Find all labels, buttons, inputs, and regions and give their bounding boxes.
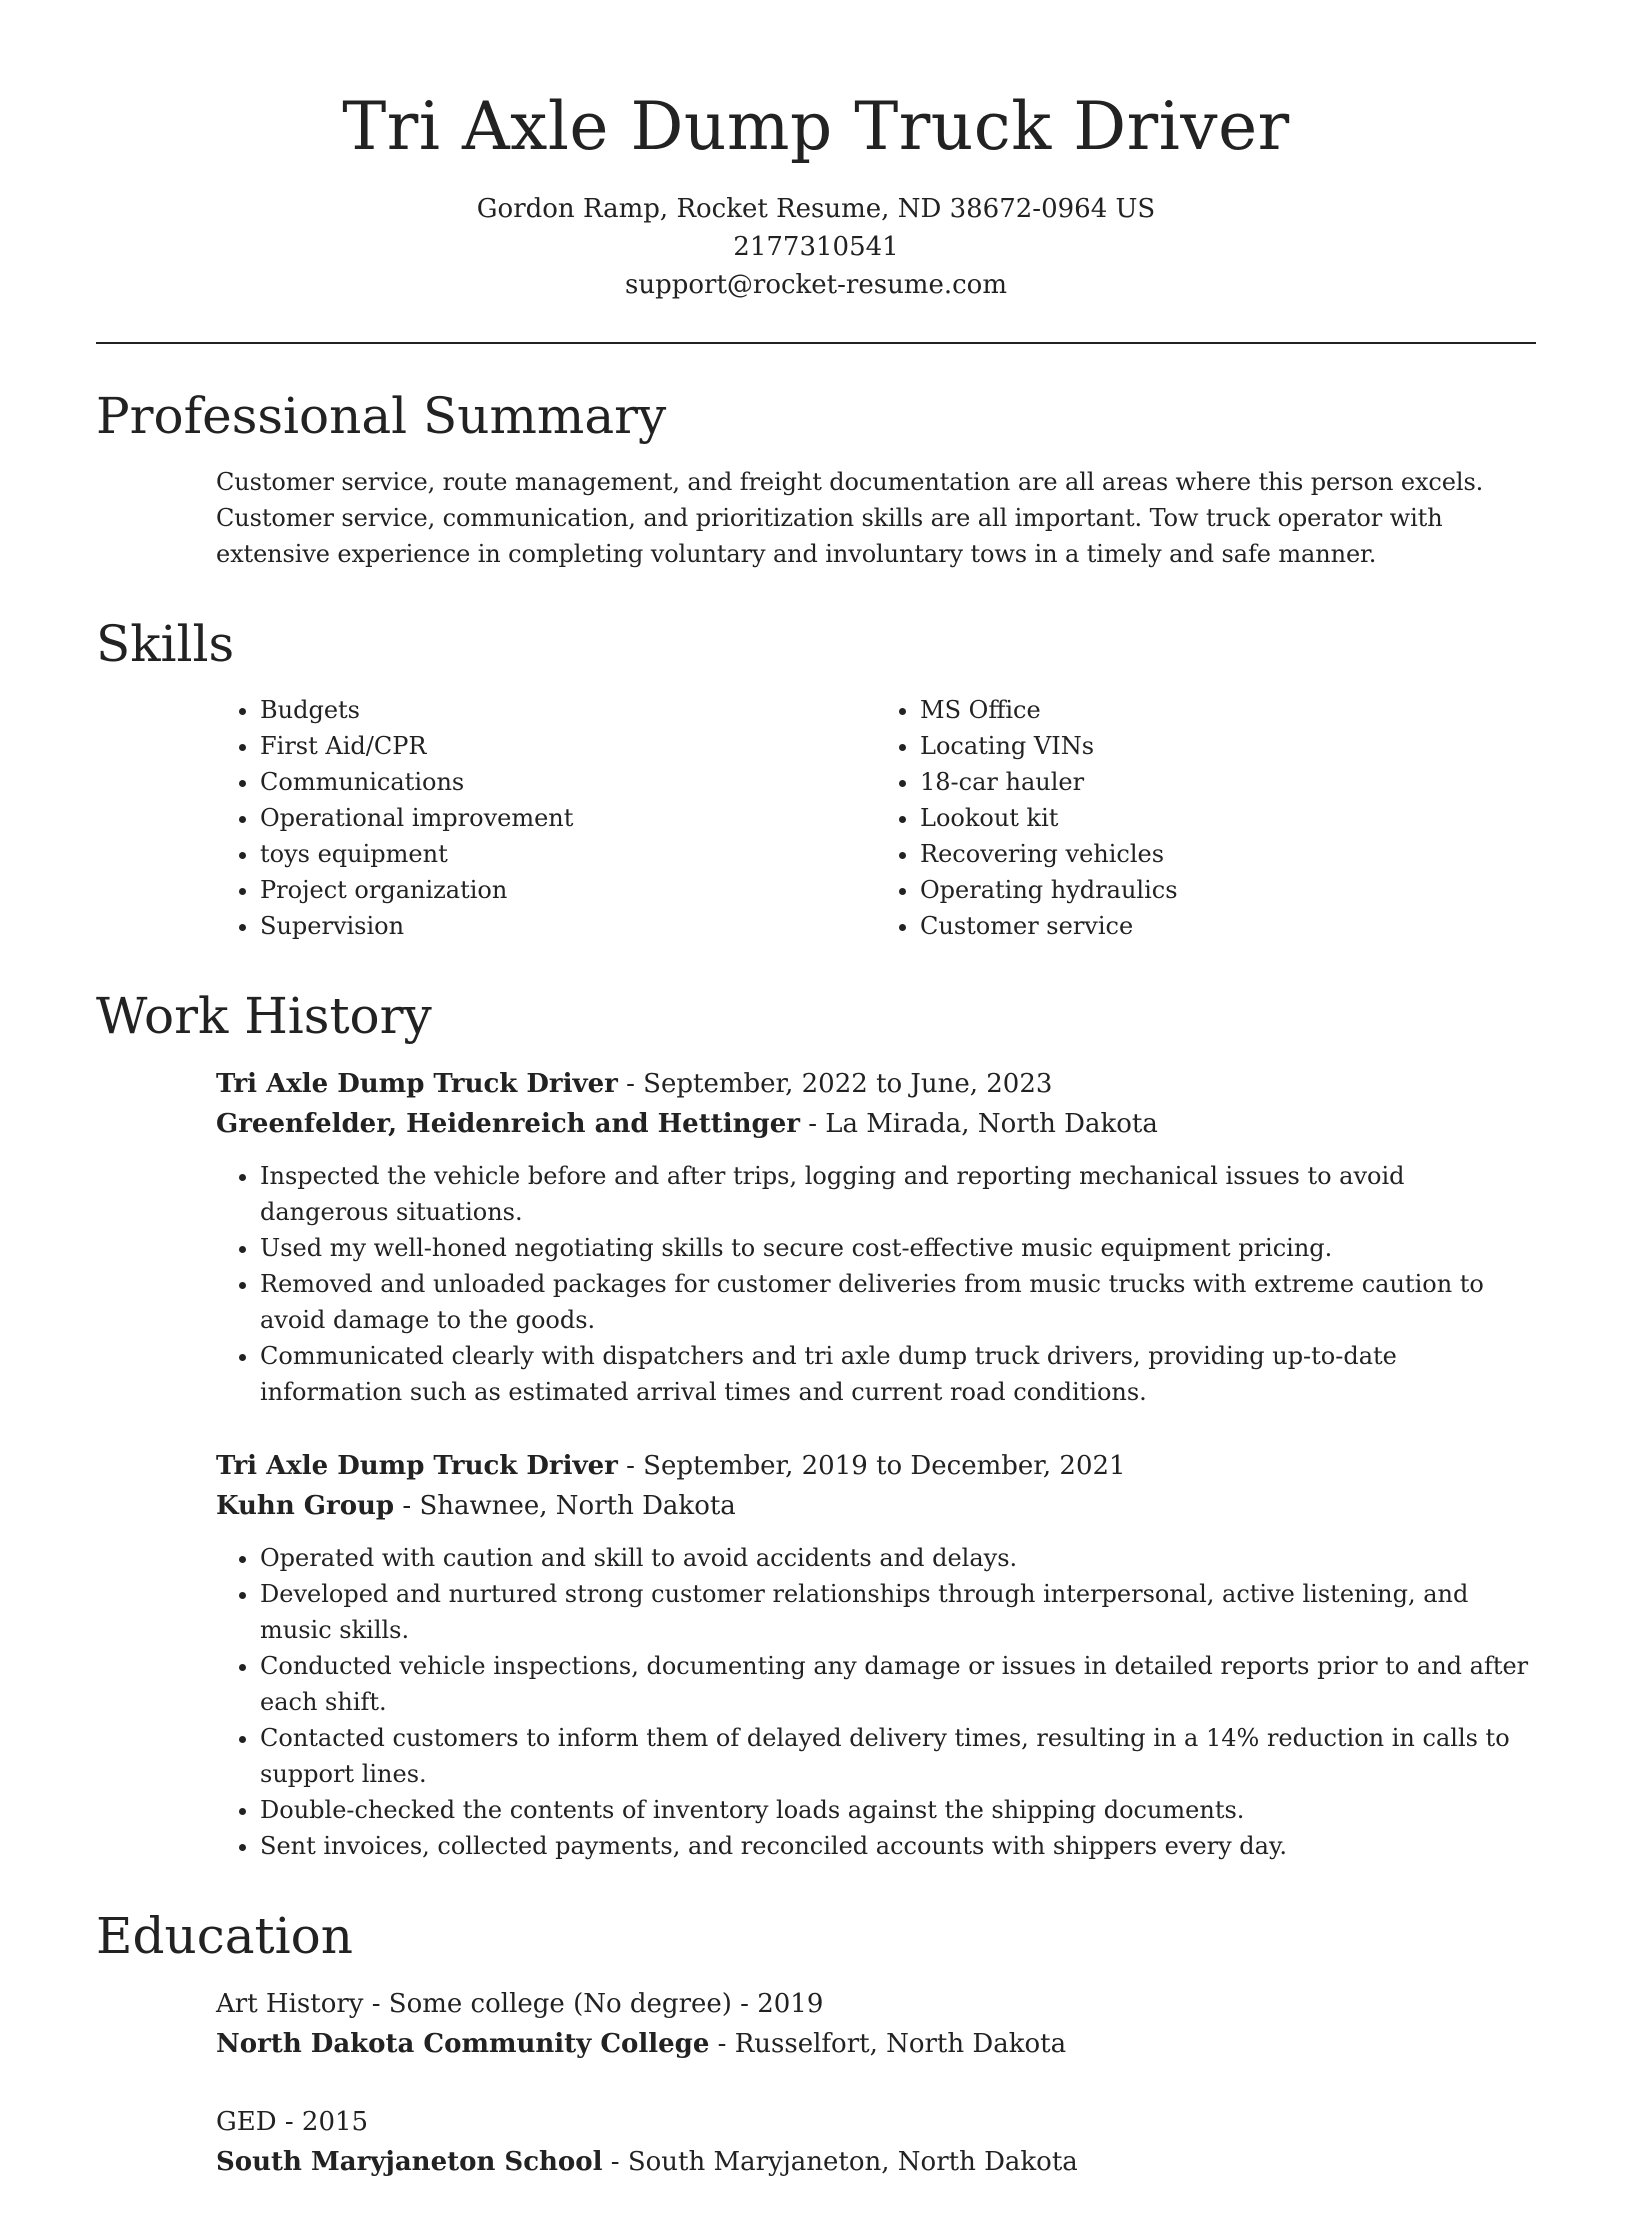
skill-item: • Project organization (260, 872, 876, 908)
job-bullets (216, 1158, 1540, 1410)
skill-item: • First Aid/CPR (260, 728, 876, 764)
education-degree-line (216, 2102, 1536, 2142)
job-company-line (216, 1104, 1536, 1144)
education-degree-line (216, 1984, 1536, 2024)
skills-column-right (876, 692, 1536, 944)
skill-item: • MS Office (920, 692, 1536, 728)
job-entry (216, 1064, 1536, 1410)
education-location: - Russelfort, North Dakota (709, 2029, 1067, 2059)
skill-item: • toys equipment (260, 836, 876, 872)
skill-item: • Recovering vehicles (920, 836, 1536, 872)
job-location: - La Mirada, North Dakota (799, 1109, 1158, 1139)
skill-item: • 18-car hauler (920, 764, 1536, 800)
job-bullet: • Inspected the vehicle before and after trips, logging and reporting mechanical issues to avoid dangerous situations. (260, 1158, 1540, 1230)
address-line: Gordon Ramp, Rocket Resume, ND 38672-0964 US (476, 194, 1156, 224)
job-title-line (216, 1064, 1536, 1104)
resume-page (96, 0, 1536, 2220)
job-dates: - September, 2019 to December, 2021 (617, 1451, 1126, 1481)
education-school: North Dakota Community College (216, 2029, 710, 2059)
education-degree: Art History (216, 1989, 364, 2019)
job-bullet: • Developed and nurtured strong customer relationships through interpersonal, active listening, and music skills. (260, 1576, 1540, 1648)
skill-item: • Operational improvement (260, 800, 876, 836)
skill-item: • Locating VINs (920, 728, 1536, 764)
job-company: Greenfelder, Heidenreich and Hettinger (216, 1109, 800, 1139)
job-bullet: • Sent invoices, collected payments, and reconciled accounts with shippers every day. (260, 1828, 1540, 1864)
education-detail: - Some college (No degree) - 2019 (363, 1989, 824, 2019)
job-company: Kuhn Group (216, 1491, 395, 1521)
job-bullet: • Conducted vehicle inspections, documenting any damage or issues in detailed reports prior to and after each shift. (260, 1648, 1540, 1720)
education-section (216, 1984, 1536, 2182)
education-detail: - 2015 (276, 2107, 369, 2137)
job-bullet: • Communicated clearly with dispatchers and tri axle dump truck drivers, providing up-to-date information such as estimated arrival times and current road conditions. (260, 1338, 1540, 1410)
summary-text: Customer service, route management, and freight documentation are all areas where this person excels. Customer service, communication, and prioritization skills are all important. Tow truck operator with extensive experience in completing voluntary and involuntary tows in a timely and safe manner. (216, 468, 1484, 568)
skill-item: • Budgets (260, 692, 876, 728)
header-divider (96, 342, 1536, 344)
skill-item: • Operating hydraulics (920, 872, 1536, 908)
summary-section (216, 464, 1536, 572)
work-history-heading: Work History (96, 987, 432, 1045)
job-bullet: • Operated with caution and skill to avoid accidents and delays. (260, 1540, 1540, 1576)
education-entry (216, 2102, 1536, 2182)
job-location: - Shawnee, North Dakota (394, 1491, 736, 1521)
skill-item: • Communications (260, 764, 876, 800)
candidate-name: Tri Axle Dump Truck Driver (342, 88, 1290, 165)
education-entry (216, 1984, 1536, 2064)
education-location: - South Maryjaneton, North Dakota (602, 2147, 1078, 2177)
skills-column-left (216, 692, 876, 944)
job-bullets (216, 1540, 1540, 1864)
job-company-line (216, 1486, 1536, 1526)
job-role: Tri Axle Dump Truck Driver (216, 1069, 618, 1099)
job-bullet: • Used my well-honed negotiating skills to secure cost-effective music equipment pricing. (260, 1230, 1540, 1266)
skills-heading: Skills (96, 615, 235, 673)
summary-heading: Professional Summary (96, 387, 667, 445)
education-heading: Education (96, 1907, 353, 1965)
job-bullet: • Contacted customers to inform them of delayed delivery times, resulting in a 14% reduction in calls to support lines. (260, 1720, 1540, 1792)
skill-item: • Lookout kit (920, 800, 1536, 836)
education-degree: GED (216, 2107, 277, 2137)
work-history-section (216, 1064, 1536, 1864)
job-bullet: • Removed and unloaded packages for customer deliveries from music trucks with extreme caution to avoid damage to the goods. (260, 1266, 1540, 1338)
skill-item: • Customer service (920, 908, 1536, 944)
skills-section (216, 692, 1536, 944)
skill-item: • Supervision (260, 908, 876, 944)
job-entry (216, 1446, 1536, 1864)
job-dates: - September, 2022 to June, 2023 (617, 1069, 1053, 1099)
resume-header (96, 0, 1536, 304)
email-line: support@rocket-resume.com (624, 270, 1007, 300)
education-school-line (216, 2024, 1536, 2064)
job-bullet: • Double-checked the contents of inventory loads against the shipping documents. (260, 1792, 1540, 1828)
education-school: South Maryjaneton School (216, 2147, 603, 2177)
job-role: Tri Axle Dump Truck Driver (216, 1451, 618, 1481)
education-school-line (216, 2142, 1536, 2182)
phone-line: 2177310541 (733, 232, 899, 262)
job-title-line (216, 1446, 1536, 1486)
